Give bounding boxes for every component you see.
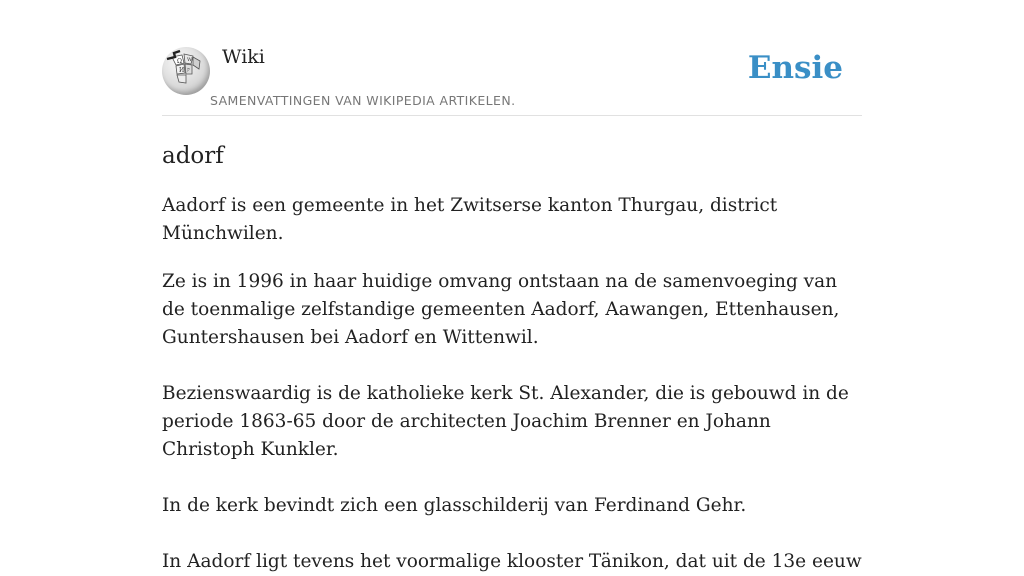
- site-tagline: SAMENVATTINGEN VAN WIKIPEDIA ARTIKELEN.: [210, 93, 516, 108]
- article-title: adorf: [162, 143, 224, 169]
- article-paragraph: Bezienswaardig is de katholieke kerk St. Alexander, die is gebouwd in de periode 1863-65 door de architecten Joachim Brenner en Johann Christoph Kunkler.: [162, 383, 849, 460]
- svg-text:W: W: [187, 57, 193, 63]
- site-header: [162, 46, 862, 116]
- brand-logo-link[interactable]: Ensie: [747, 50, 843, 86]
- article-paragraph: In Aadorf ligt tevens het voormalige klooster Tänikon, dat uit de 13e eeuw: [162, 551, 862, 572]
- article-paragraph: In de kerk bevindt zich een glasschilderij van Ferdinand Gehr.: [162, 495, 747, 516]
- site-name-link[interactable]: Wiki: [222, 46, 265, 68]
- svg-text:Ω: Ω: [177, 58, 182, 65]
- svg-text:И: И: [179, 67, 185, 74]
- wikipedia-globe-icon[interactable]: [162, 47, 210, 95]
- article-paragraph: Ze is in 1996 in haar huidige omvang ontstaan na de samenvoeging van de toenmalige zelfstandige gemeenten Aadorf, Aawangen, Ettenhausen, Guntershausen bei Aadorf en Wittenwil.: [162, 271, 840, 348]
- article-lead: Aadorf is een gemeente in het Zwitserse kanton Thurgau, district Münchwilen.: [162, 195, 778, 244]
- svg-text:ק: ק: [187, 67, 190, 73]
- page: [162, 0, 862, 576]
